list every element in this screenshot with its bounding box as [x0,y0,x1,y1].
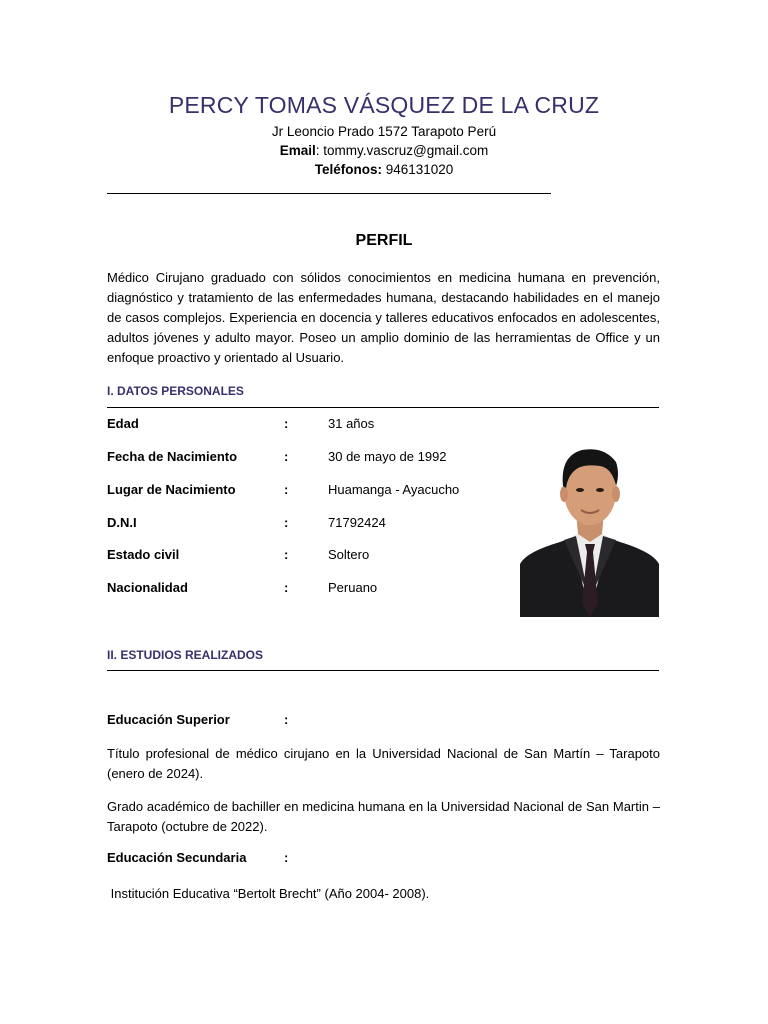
header-divider [107,193,551,194]
perfil-heading: PERFIL [355,232,413,249]
row-label: Edad [107,416,139,431]
datos-row [107,416,527,436]
row-label: D.N.I [107,515,137,530]
profile-photo [520,434,659,617]
datos-row [107,449,527,469]
row-colon: : [284,449,289,464]
datos-row [107,482,527,502]
row-value: 30 de mayo de 1992 [328,449,447,464]
datos-row [107,547,527,567]
row-label: Estado civil [107,547,180,562]
secundaria-item: Institución Educativa “Bertolt Brecht” (Año 2004- 2008). [107,886,430,901]
datos-personales-heading: I. DATOS PERSONALES [107,384,244,398]
row-label: Fecha de Nacimiento [107,449,238,464]
row-value: 71792424 [328,515,386,530]
person-name: PERCY TOMAS VÁSQUEZ DE LA CRUZ [168,92,600,118]
datos-row [107,580,527,600]
educacion-secundaria-colon: : [284,850,289,865]
row-value: Peruano [328,580,378,595]
email-value: : tommy.vascruz@gmail.com [315,143,489,158]
row-colon: : [284,580,289,595]
phone-value: 946131020 [381,162,454,177]
educacion-superior-colon: : [284,712,289,727]
email-label: Email [279,143,316,158]
row-colon: : [284,547,289,562]
estudio-item: Título profesional de médico cirujano en la Universidad Nacional de San Martín – Tarapoto (enero de 2024). [107,746,660,781]
estudio-item: Grado académico de bachiller en medicina humana en la Universidad Nacional de San Martin – Tarapoto (octubre de 2022). [107,799,660,834]
address: Jr Leoncio Prado 1572 Tarapoto Perú [271,124,497,139]
estudios-divider [107,670,659,671]
row-label: Nacionalidad [107,580,188,595]
row-label: Lugar de Nacimiento [107,482,236,497]
row-colon: : [284,416,289,431]
educacion-secundaria-label: Educación Secundaria [107,850,247,865]
row-colon: : [284,482,289,497]
perfil-text: Médico Cirujano graduado con sólidos conocimientos en medicina humana en prevención, diagnóstico y tratamiento de las enfermedades humana, destacando habilidades en el manejo de casos complejos. Experiencia en docencia y talleres educativos enfocados en adolescentes, adultos jóvenes y adulto mayor. Poseo un amplio dominio de las herramientas de Office y un enfoque proactivo y orientado al Usuario. [107,270,660,365]
datos-row [107,515,527,535]
row-value: 31 años [328,416,375,431]
estudios-heading: II. ESTUDIOS REALIZADOS [107,648,264,662]
educacion-superior-label: Educación Superior [107,712,230,727]
phone-line [0,162,768,177]
row-value: Soltero [328,547,370,562]
phone-label: Teléfonos: [314,162,382,177]
email-line [0,143,768,158]
datos-personales-divider [107,407,659,408]
row-colon: : [284,515,289,530]
row-value: Huamanga - Ayacucho [328,482,460,497]
